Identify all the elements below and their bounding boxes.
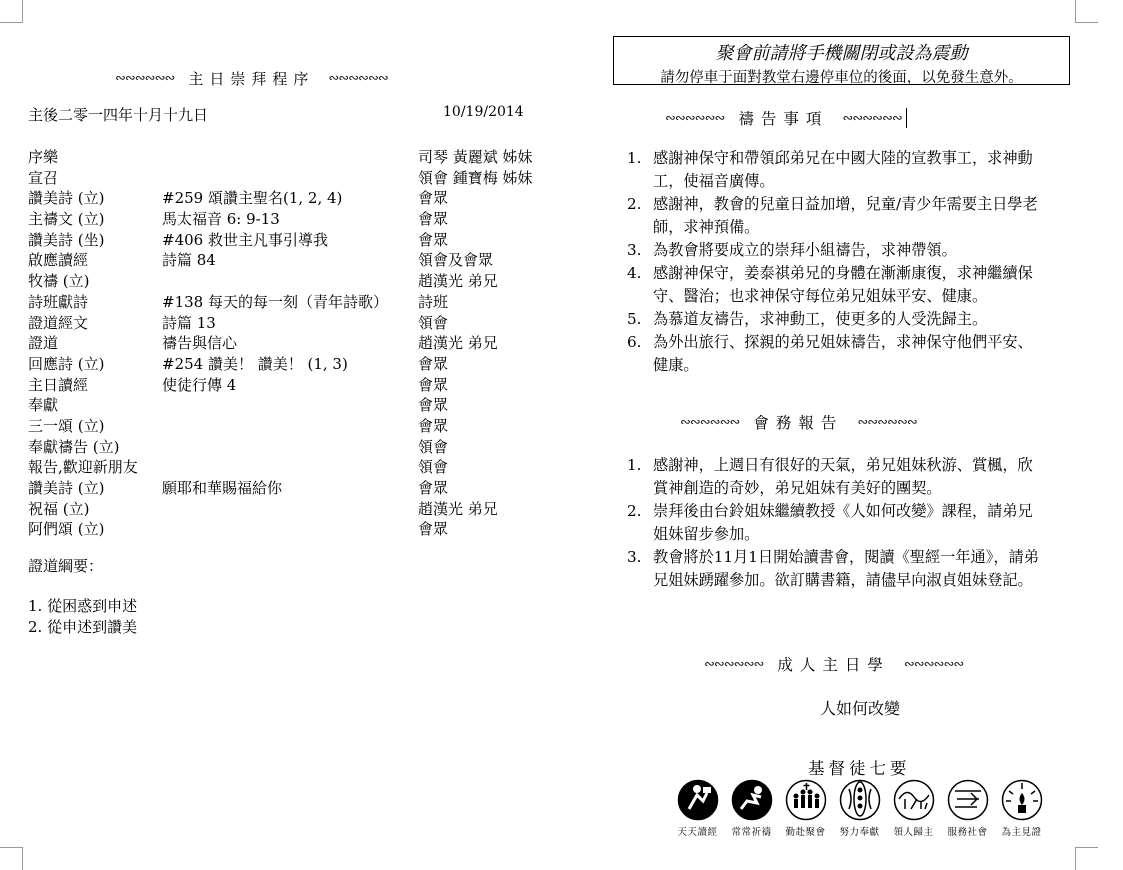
parking-notice: 請勿停車于面對教堂右邊停車位的後面，以免發生意外。	[660, 70, 1023, 86]
sermon-outline-label: 證道綱要：	[28, 557, 104, 575]
program-leader: 會眾	[418, 520, 449, 539]
essential-label: 常常祈禱	[731, 827, 772, 838]
program-leader: 領會 鍾寶梅 姊妹	[418, 168, 533, 187]
ornament-left: ∾∾∾∾∾∾	[680, 414, 740, 430]
program-item: 奉獻禱告 (立)	[28, 437, 120, 456]
list-number: 6.	[627, 333, 642, 351]
essential-item	[780, 779, 831, 838]
gathering-icon	[785, 779, 827, 821]
worship-program-heading	[115, 68, 388, 89]
program-detail: 馬太福音 6: 9-13	[162, 210, 280, 229]
program-item: 奉獻	[28, 396, 59, 415]
offering-icon	[839, 779, 881, 821]
program-item: 祝福 (立)	[28, 499, 90, 518]
phone-notice-box	[613, 36, 1070, 85]
date-numeric: 10/19/2014	[443, 104, 524, 120]
prayer-item	[627, 331, 1047, 377]
list-text: 感謝神，上週日有很好的天氣，弟兄姐妹秋游、賞楓，欣賞神創造的奇妙，弟兄姐妹有美好的團契。	[653, 456, 1033, 497]
essential-label: 領人歸主	[893, 827, 934, 838]
program-leader: 會眾	[418, 375, 449, 394]
essential-label: 努力奉獻	[839, 827, 880, 838]
program-item: 主禱文 (立)	[28, 210, 105, 229]
ornament-left: ∾∾∾∾∾∾	[115, 71, 175, 86]
program-item: 證道經文	[28, 313, 89, 332]
worship-program-title: 主日崇拜程序	[188, 70, 315, 88]
date-chinese: 主後二零一四年十月十九日	[28, 106, 209, 124]
program-leader: 司琴 黃麗斌 姊妹	[418, 148, 533, 166]
list-number: 2.	[627, 195, 642, 213]
essential-item	[834, 779, 885, 838]
ornament-left: ∾∾∾∾∾∾	[704, 656, 764, 672]
prayer-item	[627, 147, 1047, 193]
church-news-title: 會務報告	[753, 414, 844, 432]
program-item: 讚美詩 (立)	[28, 189, 105, 208]
seven-essentials-title: 基督徒七要	[808, 759, 911, 778]
list-text: 為慕道友禱告，求神動工，使更多的人受洗歸主。	[653, 310, 988, 328]
essential-item	[672, 779, 723, 838]
program-detail: 詩篇 13	[162, 313, 216, 332]
church-news-item	[627, 500, 1047, 546]
crop-mark-bottom-left	[0, 847, 23, 870]
ornament-left: ∾∾∾∾∾∾	[665, 110, 725, 126]
program-leader: 詩班	[418, 292, 449, 311]
witness-icon	[1001, 779, 1043, 821]
program-leader: 會眾	[418, 230, 449, 249]
list-text: 崇拜後由台鈴姐妹繼續教授《人如何改變》課程，請弟兄姐妹留步參加。	[653, 502, 1033, 543]
ornament-right: ∾∾∾∾∾∾	[857, 414, 917, 430]
sunday-school-heading	[704, 653, 963, 675]
program-item: 牧禱 (立)	[28, 272, 90, 291]
program-item: 主日讀經	[28, 375, 89, 394]
phone-notice: 聚會前請將手機關閉或設為震動	[715, 43, 968, 64]
program-leader: 領會	[418, 458, 449, 477]
prayer-item	[627, 193, 1047, 239]
program-leader: 會眾	[418, 210, 449, 229]
list-text: 感謝神保守，姜泰祺弟兄的身體在漸漸康復，求神繼續保守、醫治；也求神保守每位弟兄姐妹平安、健康。	[653, 264, 1033, 305]
program-leader: 領會	[418, 437, 449, 456]
list-number: 2.	[627, 502, 642, 520]
prayer-item	[627, 239, 1047, 262]
list-number: 1.	[627, 456, 642, 474]
program-item: 啟應讀經	[28, 251, 89, 270]
program-item: 回應詩 (立)	[28, 354, 105, 373]
sermon-outline-list	[28, 596, 137, 638]
program-item: 三一頌 (立)	[28, 416, 105, 435]
church-news-item	[627, 546, 1047, 592]
list-text: 為教會將要成立的崇拜小組禱告，求神帶領。	[653, 241, 957, 259]
list-text: 感謝神，教會的兒童日益加增，兒童/青少年需要主日學老師，求神預備。	[653, 195, 1038, 236]
program-item: 序樂	[28, 148, 59, 166]
outline-item: 2. 從申述到讚美	[28, 618, 138, 636]
program-detail: 禱告與信心	[162, 334, 238, 353]
program-item: 證道	[28, 334, 59, 353]
crop-mark-top-left	[0, 0, 23, 23]
crop-mark-top-right	[1075, 0, 1098, 23]
essential-item	[996, 779, 1047, 838]
program-leader: 會眾	[418, 189, 449, 208]
list-number: 3.	[627, 548, 642, 566]
evangelism-icon	[893, 779, 935, 821]
list-number: 5.	[627, 310, 642, 328]
program-leader: 領會及會眾	[418, 251, 494, 270]
essential-item	[942, 779, 993, 838]
program-detail: #406 救世主凡事引導我	[162, 230, 328, 249]
serving-icon	[947, 779, 989, 821]
program-detail: #259 頌讚主聖名(1, 2, 4)	[162, 189, 343, 208]
program-leader: 會眾	[418, 416, 449, 435]
list-number: 1.	[627, 149, 642, 167]
prayer-item	[627, 308, 1047, 331]
program-item: 詩班獻詩	[28, 292, 89, 311]
program-leader: 會眾	[418, 396, 449, 415]
prayer-list	[627, 147, 1047, 377]
essential-label: 服務社會	[947, 827, 988, 838]
text-cursor	[906, 108, 907, 128]
program-item: 宣召	[28, 168, 59, 187]
ornament-right: ∾∾∾∾∾∾	[903, 656, 964, 672]
program-leader: 會眾	[418, 354, 449, 373]
list-text: 教會將於11月1日開始讀書會，閱讀《聖經一年通》，請弟兄姐妹踴躍參加。欲訂購書籍，請儘早向淑貞姐妹登記。	[653, 548, 1039, 589]
church-news-item	[627, 454, 1047, 500]
sunday-school-title: 成人主日學	[777, 656, 890, 674]
prayer-item	[627, 262, 1047, 308]
essential-label: 為主見證	[1001, 827, 1042, 838]
program-leader: 趙漢光 弟兄	[418, 334, 498, 353]
program-item: 報告,歡迎新朋友	[28, 458, 138, 477]
program-item: 讚美詩 (立)	[28, 479, 105, 497]
essential-label: 天天讀經	[677, 827, 718, 838]
essential-item	[726, 779, 777, 838]
crop-mark-bottom-right	[1075, 847, 1098, 870]
prayer-heading	[665, 107, 907, 129]
program-leader: 領會	[418, 313, 449, 332]
program-detail: 詩篇 84	[162, 251, 216, 270]
program-leader: 會眾	[418, 479, 449, 497]
program-detail: 願耶和華賜福給你	[162, 479, 283, 497]
list-text: 為外出旅行、探親的弟兄姐妹禱告，求神保守他們平安、健康。	[653, 333, 1033, 374]
list-number: 3.	[627, 241, 642, 259]
church-news-list	[627, 454, 1047, 592]
list-text: 感謝神保守和帶領邱弟兄在中國大陸的宣教事工，求神動工，使福音廣傳。	[653, 149, 1033, 190]
sunday-school-subtitle: 人如何改變	[820, 699, 901, 718]
praying-icon	[731, 779, 773, 821]
seven-essentials-icons	[672, 779, 1047, 838]
essential-item	[888, 779, 939, 838]
program-item: 阿們頌 (立)	[28, 520, 105, 539]
program-detail: #254 讚美！ 讚美！ (1, 3)	[162, 354, 348, 373]
essential-label: 勤赴聚會	[785, 827, 826, 838]
program-detail: #138 每天的每一刻（青年詩歌）	[162, 292, 388, 311]
program-item: 讚美詩 (坐)	[28, 230, 105, 249]
ornament-right: ∾∾∾∾∾∾	[328, 71, 388, 86]
outline-item: 1. 從困惑到申述	[28, 597, 138, 615]
list-number: 4.	[627, 264, 642, 282]
church-news-heading	[680, 411, 917, 433]
bible-reading-icon	[677, 779, 719, 821]
prayer-title: 禱告事項	[738, 110, 829, 128]
ornament-right: ∾∾∾∾∾∾	[842, 110, 902, 126]
program-leader: 趙漢光 弟兄	[418, 272, 498, 291]
program-leader: 趙漢光 弟兄	[418, 499, 498, 518]
program-detail: 使徒行傳 4	[162, 375, 237, 394]
